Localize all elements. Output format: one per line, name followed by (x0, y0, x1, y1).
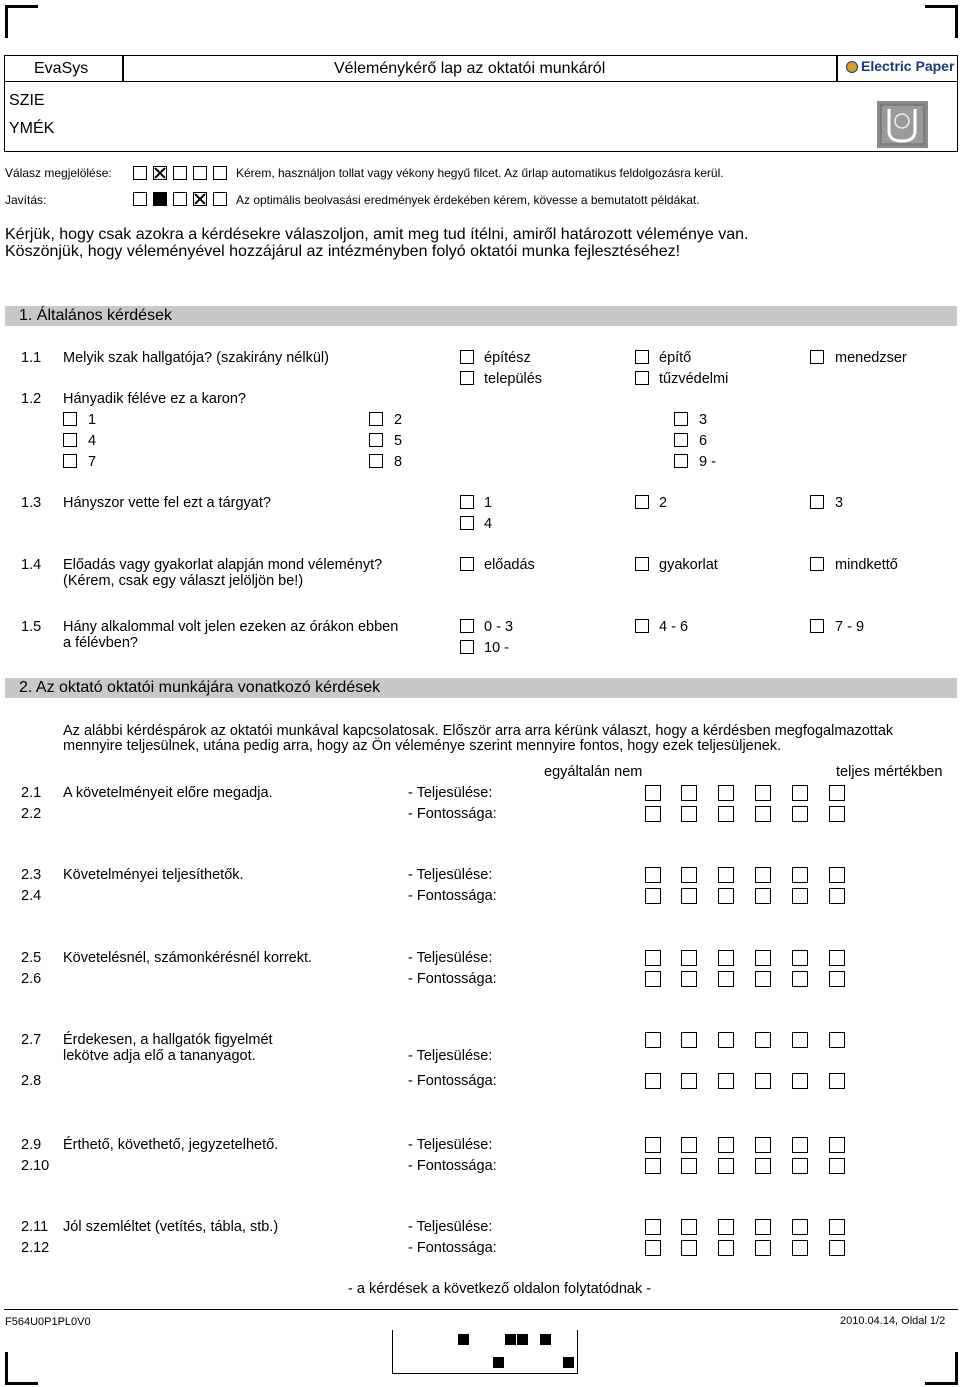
example-checkbox-empty (213, 192, 227, 206)
importance-label: - Fontossága: (408, 1073, 497, 1089)
question-number: 2.11 (21, 1219, 49, 1235)
rating-checkbox-importance[interactable] (681, 1073, 697, 1089)
option-label: 6 (699, 433, 708, 449)
option-checkbox[interactable] (63, 454, 77, 468)
rating-checkbox-fulfilment[interactable] (718, 1137, 734, 1153)
option-checkbox[interactable] (460, 557, 474, 571)
rating-checkbox-fulfilment[interactable] (792, 1219, 808, 1235)
header-divider-left (122, 55, 124, 82)
question-number: 2.3 (21, 867, 42, 883)
question-number: 1.4 (21, 557, 42, 573)
question-number: 1.1 (21, 350, 42, 366)
question-text: Jól szemléltet (vetítés, tábla, stb.) (63, 1219, 279, 1235)
option-label: 10 - (484, 640, 509, 656)
question-number: 1.5 (21, 619, 42, 635)
scan-mark (563, 1357, 574, 1368)
rating-checkbox-fulfilment[interactable] (792, 1032, 808, 1048)
option-checkbox[interactable] (674, 454, 688, 468)
option-label: építő (659, 350, 692, 366)
question-number: 1.2 (21, 391, 42, 407)
electric-paper-logo (846, 58, 954, 78)
rating-checkbox-importance[interactable] (792, 888, 808, 904)
rating-checkbox-importance[interactable] (645, 806, 661, 822)
option-checkbox[interactable] (460, 619, 474, 633)
rating-checkbox-importance[interactable] (681, 888, 697, 904)
question-number: 2.10 (21, 1158, 50, 1174)
option-label: település (484, 371, 543, 387)
scan-mark (458, 1334, 469, 1345)
example-checkbox-empty (213, 166, 227, 180)
rating-checkbox-importance[interactable] (792, 971, 808, 987)
question-text: Érthető, követhető, jegyzetelhető. (63, 1137, 279, 1153)
rating-checkbox-fulfilment[interactable] (645, 1219, 661, 1235)
option-label: 7 - 9 (835, 619, 865, 635)
option-label: 9 - (699, 454, 716, 470)
scale-right-label: teljes mértékben (836, 764, 943, 780)
rating-checkbox-importance[interactable] (792, 1240, 808, 1256)
rating-checkbox-importance[interactable] (681, 806, 697, 822)
option-label: 1 (88, 412, 97, 428)
rating-checkbox-importance[interactable] (829, 971, 845, 987)
intro-line-2: Köszönjük, hogy véleményével hozzájárul az intézményben folyó oktatói munka fejlesztéséhez! (5, 243, 681, 260)
form-title: Véleménykérő lap az oktatói munkáról (334, 60, 606, 77)
correction-text: Az optimális beolvasási eredmények érdekében kérem, kövesse a bemutatott példákat. (236, 193, 700, 207)
question-text: Érdekesen, a hallgatók figyelmét (63, 1032, 273, 1048)
option-label: mindkettő (835, 557, 898, 573)
rating-checkbox-fulfilment[interactable] (792, 785, 808, 801)
scan-mark (540, 1334, 551, 1345)
question-text: A követelményeit előre megadja. (63, 785, 273, 801)
question-number: 2.6 (21, 971, 42, 987)
option-label: 5 (394, 433, 403, 449)
rating-checkbox-fulfilment[interactable] (829, 950, 845, 966)
rating-checkbox-fulfilment[interactable] (755, 1032, 771, 1048)
question-number: 2.7 (21, 1032, 42, 1048)
rating-checkbox-fulfilment[interactable] (755, 867, 771, 883)
form-code: F564U0P1PL0V0 (5, 1316, 91, 1328)
corner-mark-bottom-left (5, 1352, 38, 1385)
example-checkbox-filled (153, 192, 167, 206)
question-text: Hány alkalommal volt jelen ezeken az órákon ebben (63, 619, 399, 635)
rating-checkbox-importance[interactable] (681, 971, 697, 987)
question-text-cont: lekötve adja elő a tananyagot. (63, 1048, 256, 1064)
option-checkbox[interactable] (369, 433, 383, 447)
option-label: 4 (484, 516, 493, 532)
option-label: 8 (394, 454, 403, 470)
question-number: 2.12 (21, 1240, 50, 1256)
rating-checkbox-fulfilment[interactable] (792, 867, 808, 883)
rating-checkbox-fulfilment[interactable] (681, 1137, 697, 1153)
example-checkbox-empty (133, 192, 147, 206)
rating-checkbox-fulfilment[interactable] (718, 785, 734, 801)
rating-checkbox-importance[interactable] (829, 1158, 845, 1174)
org-line-2: YMÉK (9, 120, 55, 137)
rating-checkbox-importance[interactable] (829, 1240, 845, 1256)
rating-checkbox-fulfilment[interactable] (645, 950, 661, 966)
rating-checkbox-importance[interactable] (645, 1073, 661, 1089)
rating-checkbox-importance[interactable] (645, 971, 661, 987)
footer-rule (4, 1309, 958, 1310)
logo-text: Electric Paper (861, 58, 955, 74)
system-name: EvaSys (34, 60, 89, 77)
rating-checkbox-importance[interactable] (755, 1158, 771, 1174)
date-page: 2010.04.14, Oldal 1/2 (840, 1315, 946, 1327)
option-checkbox[interactable] (460, 640, 474, 654)
section-1-header: 1. Általános kérdések (5, 306, 957, 326)
rating-checkbox-importance[interactable] (755, 1240, 771, 1256)
question-number: 2.2 (21, 806, 42, 822)
rating-checkbox-fulfilment[interactable] (681, 1032, 697, 1048)
question-text: Előadás vagy gyakorlat alapján mond véleményt? (63, 557, 383, 573)
option-checkbox[interactable] (635, 495, 649, 509)
fulfilment-label: - Teljesülése: (408, 1137, 493, 1153)
rating-checkbox-importance[interactable] (755, 888, 771, 904)
option-label: tűzvédelmi (659, 371, 729, 387)
corner-mark-bottom-right (925, 1352, 958, 1385)
marking-label: Válasz megjelölése: (5, 166, 112, 180)
rating-checkbox-fulfilment[interactable] (681, 950, 697, 966)
rating-checkbox-fulfilment[interactable] (645, 1137, 661, 1153)
option-checkbox[interactable] (369, 412, 383, 426)
option-checkbox[interactable] (635, 371, 649, 385)
rating-checkbox-importance[interactable] (755, 806, 771, 822)
option-checkbox[interactable] (810, 495, 824, 509)
scan-mark (517, 1334, 528, 1345)
option-label: gyakorlat (659, 557, 718, 573)
rating-checkbox-importance[interactable] (829, 806, 845, 822)
rating-checkbox-fulfilment[interactable] (645, 785, 661, 801)
rating-checkbox-importance[interactable] (718, 806, 734, 822)
question-number: 2.4 (21, 888, 42, 904)
rating-checkbox-fulfilment[interactable] (718, 950, 734, 966)
rating-checkbox-importance[interactable] (718, 1158, 734, 1174)
rating-checkbox-fulfilment[interactable] (645, 867, 661, 883)
fulfilment-label: - Teljesülése: (408, 867, 493, 883)
option-label: 4 - 6 (659, 619, 689, 635)
option-label: 0 - 3 (484, 619, 514, 635)
option-label: menedzser (835, 350, 907, 366)
question-text-cont: a félévben? (63, 635, 138, 651)
continue-note: - a kérdések a következő oldalon folytatódnak - (348, 1281, 652, 1297)
option-label: előadás (484, 557, 535, 573)
rating-checkbox-importance[interactable] (755, 971, 771, 987)
example-checkbox-empty (173, 166, 187, 180)
option-label: 2 (659, 495, 668, 511)
option-label: 1 (484, 495, 493, 511)
rating-checkbox-importance[interactable] (681, 1158, 697, 1174)
section-2-intro-1: Az alábbi kérdéspárok az oktatói munkával kapcsolatosak. Először arra arra kérünk választ, hogy a kérdésben megfogalmazottak (63, 723, 894, 739)
header-divider-right (836, 55, 838, 82)
rating-checkbox-importance[interactable] (792, 1073, 808, 1089)
logo-mark-icon (846, 61, 858, 73)
rating-checkbox-importance[interactable] (718, 971, 734, 987)
question-text: Hányadik féléve ez a karon? (63, 391, 246, 407)
org-frame (4, 82, 958, 152)
corner-mark-top-right (925, 5, 958, 38)
rating-checkbox-importance[interactable] (792, 806, 808, 822)
example-checkbox-empty (133, 166, 147, 180)
option-checkbox[interactable] (635, 350, 649, 364)
rating-checkbox-importance[interactable] (645, 888, 661, 904)
rating-checkbox-importance[interactable] (829, 888, 845, 904)
question-number: 2.5 (21, 950, 42, 966)
option-label: 4 (88, 433, 97, 449)
org-line-1: SZIE (9, 92, 45, 109)
option-label: 7 (88, 454, 97, 470)
marking-text: Kérem, használjon tollat vagy vékony hegyű filcet. Az űrlap automatikus feldolgozásra kerül. (236, 166, 724, 180)
option-checkbox[interactable] (810, 619, 824, 633)
option-checkbox[interactable] (810, 557, 824, 571)
rating-checkbox-fulfilment[interactable] (829, 1032, 845, 1048)
rating-checkbox-fulfilment[interactable] (645, 1032, 661, 1048)
option-label: 2 (394, 412, 403, 428)
rating-checkbox-fulfilment[interactable] (755, 1219, 771, 1235)
option-label: építész (484, 350, 531, 366)
rating-checkbox-fulfilment[interactable] (829, 867, 845, 883)
option-checkbox[interactable] (674, 433, 688, 447)
scan-mark (505, 1334, 516, 1345)
emblem-icon (877, 101, 928, 148)
question-text: Hányszor vette fel ezt a tárgyat? (63, 495, 271, 511)
rating-checkbox-fulfilment[interactable] (718, 1032, 734, 1048)
rating-checkbox-importance[interactable] (718, 888, 734, 904)
option-checkbox[interactable] (635, 619, 649, 633)
importance-label: - Fontossága: (408, 888, 497, 904)
example-checkbox-empty (173, 192, 187, 206)
option-checkbox[interactable] (460, 516, 474, 530)
question-number: 1.3 (21, 495, 42, 511)
section-2-header: 2. Az oktató oktatói munkájára vonatkozó kérdések (5, 678, 957, 698)
fulfilment-label: - Teljesülése: (408, 1048, 493, 1064)
correction-label: Javítás: (5, 193, 47, 207)
importance-label: - Fontossága: (408, 1240, 497, 1256)
option-checkbox[interactable] (674, 412, 688, 426)
scale-left-label: egyáltalán nem (544, 764, 643, 780)
question-text: Követelményei teljesíthetők. (63, 867, 244, 883)
section-2-intro-2: mennyire teljesülnek, utána pedig arra, hogy az Ön véleménye szerint mennyire fontos, hogy ezek teljesüljenek. (63, 738, 782, 754)
question-number: 2.1 (21, 785, 42, 801)
rating-checkbox-fulfilment[interactable] (829, 1137, 845, 1153)
option-checkbox[interactable] (810, 350, 824, 364)
rating-checkbox-fulfilment[interactable] (718, 867, 734, 883)
rating-checkbox-fulfilment[interactable] (681, 785, 697, 801)
rating-checkbox-importance[interactable] (681, 1240, 697, 1256)
question-text: Melyik szak hallgatója? (szakirány nélkül) (63, 350, 329, 366)
fulfilment-label: - Teljesülése: (408, 1219, 493, 1235)
option-checkbox[interactable] (460, 495, 474, 509)
importance-label: - Fontossága: (408, 971, 497, 987)
university-emblem (877, 101, 928, 148)
scan-mark (493, 1357, 504, 1368)
option-checkbox[interactable] (369, 454, 383, 468)
rating-checkbox-fulfilment[interactable] (829, 1219, 845, 1235)
example-checkbox-empty (193, 166, 207, 180)
rating-checkbox-importance[interactable] (792, 1158, 808, 1174)
rating-checkbox-fulfilment[interactable] (718, 1219, 734, 1235)
importance-label: - Fontossága: (408, 1158, 497, 1174)
rating-checkbox-fulfilment[interactable] (829, 785, 845, 801)
rating-checkbox-fulfilment[interactable] (792, 1137, 808, 1153)
option-label: 3 (835, 495, 844, 511)
rating-checkbox-fulfilment[interactable] (755, 950, 771, 966)
rating-checkbox-importance[interactable] (829, 1073, 845, 1089)
option-checkbox[interactable] (460, 371, 474, 385)
fulfilment-label: - Teljesülése: (408, 950, 493, 966)
question-number: 2.9 (21, 1137, 42, 1153)
question-text: Követelésnél, számonkérésnél korrekt. (63, 950, 313, 966)
rating-checkbox-importance[interactable] (718, 1073, 734, 1089)
rating-checkbox-fulfilment[interactable] (755, 785, 771, 801)
rating-checkbox-importance[interactable] (645, 1158, 661, 1174)
option-label: 3 (699, 412, 708, 428)
rating-checkbox-importance[interactable] (645, 1240, 661, 1256)
rating-checkbox-fulfilment[interactable] (755, 1137, 771, 1153)
example-checkbox-crossed (153, 166, 167, 180)
rating-checkbox-fulfilment[interactable] (681, 867, 697, 883)
option-checkbox[interactable] (460, 350, 474, 364)
fulfilment-label: - Teljesülése: (408, 785, 493, 801)
rating-checkbox-importance[interactable] (718, 1240, 734, 1256)
corner-mark-top-left (5, 5, 38, 38)
option-checkbox[interactable] (635, 557, 649, 571)
rating-checkbox-fulfilment[interactable] (792, 950, 808, 966)
option-checkbox[interactable] (63, 433, 77, 447)
rating-checkbox-fulfilment[interactable] (681, 1219, 697, 1235)
importance-label: - Fontossága: (408, 806, 497, 822)
rating-checkbox-importance[interactable] (755, 1073, 771, 1089)
example-checkbox-crossed (193, 192, 207, 206)
option-checkbox[interactable] (63, 412, 77, 426)
intro-line-1: Kérjük, hogy csak azokra a kérdésekre válaszoljon, amit meg tud ítélni, amiről határozott véleménye van. (5, 226, 749, 243)
question-number: 2.8 (21, 1073, 42, 1089)
question-note: (Kérem, csak egy választ jelöljön be!) (63, 573, 304, 589)
